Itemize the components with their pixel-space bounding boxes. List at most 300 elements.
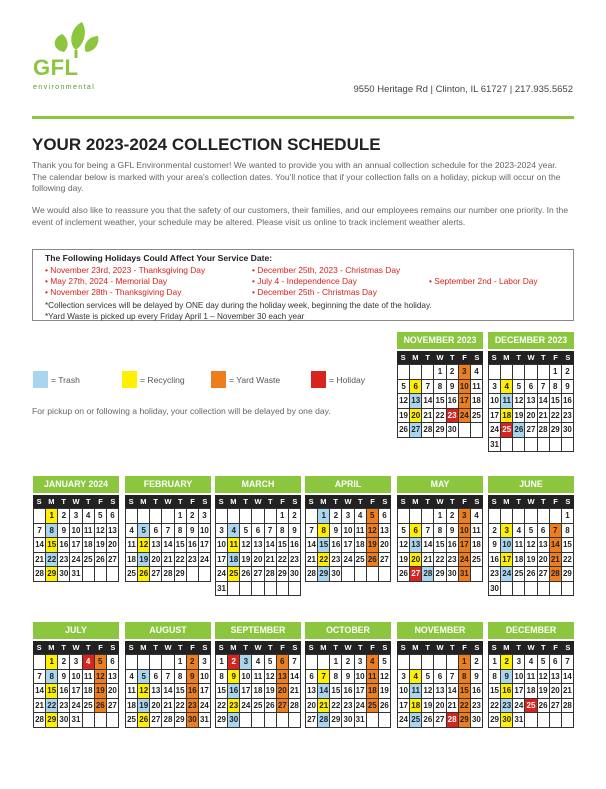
month-calendar (33, 622, 119, 728)
weekday-label: S (400, 497, 406, 506)
weekday-label: T (267, 497, 273, 506)
day-cell: 15 (46, 538, 58, 553)
day-cell: 30 (187, 713, 199, 728)
day-cell: 15 (216, 684, 228, 699)
month-title: AUGUST (125, 622, 211, 639)
day-cell: 1 (277, 509, 289, 524)
day-cell: 23 (330, 553, 342, 568)
day-cell: 7 (289, 655, 301, 670)
recycling-swatch (122, 371, 137, 388)
day-cell: 10 (199, 670, 211, 685)
day-cell: 6 (538, 524, 550, 539)
weekday-header (397, 351, 483, 364)
legend-recycling: = Recycling (122, 371, 185, 388)
weekday-label: S (491, 497, 497, 506)
weekday-label: S (308, 497, 314, 506)
day-grid (397, 364, 483, 438)
day-cell: 12 (513, 394, 525, 409)
day-cell: 15 (459, 684, 471, 699)
day-cell: 9 (330, 524, 342, 539)
holiday-item: • November 28th - Thanksgiving Day (45, 287, 182, 297)
day-cell: 2 (228, 655, 240, 670)
day-cell: 10 (342, 524, 354, 539)
day-cell: 11 (525, 670, 537, 685)
weekday-label: T (267, 643, 273, 652)
day-cell: 30 (330, 567, 342, 582)
day-cell: 16 (330, 538, 342, 553)
day-cell: 26 (265, 699, 277, 714)
day-cell: 25 (228, 567, 240, 582)
trash-swatch (33, 371, 48, 388)
empty-day-cell (434, 655, 446, 670)
day-cell: 13 (434, 684, 446, 699)
empty-day-cell (398, 509, 410, 524)
empty-day-cell (318, 655, 330, 670)
day-cell: 24 (70, 553, 82, 568)
weekday-label: T (516, 497, 521, 506)
day-cell: 18 (126, 699, 138, 714)
day-cell: 4 (525, 655, 537, 670)
month-calendar (397, 332, 483, 438)
weekday-label: T (540, 353, 546, 362)
day-cell: 4 (471, 509, 483, 524)
day-cell: 16 (501, 684, 513, 699)
day-cell: 29 (46, 567, 58, 582)
weekday-label: F (280, 643, 285, 652)
day-cell: 27 (107, 699, 119, 714)
day-cell: 17 (355, 684, 367, 699)
day-cell: 11 (83, 524, 95, 539)
day-cell: 26 (95, 699, 107, 714)
day-cell: 25 (471, 553, 483, 568)
day-cell: 17 (459, 394, 471, 409)
day-cell: 12 (379, 670, 391, 685)
day-cell: 24 (513, 699, 525, 714)
day-cell: 14 (422, 538, 434, 553)
empty-day-cell (240, 509, 252, 524)
day-cell: 30 (489, 582, 501, 597)
empty-day-cell (513, 509, 525, 524)
month-calendar (305, 622, 391, 728)
day-cell: 18 (471, 538, 483, 553)
day-cell: 7 (34, 524, 46, 539)
day-cell: 3 (70, 655, 82, 670)
weekday-label: W (344, 497, 352, 506)
day-cell: 13 (107, 524, 119, 539)
month-title: JANUARY 2024 (33, 476, 119, 493)
empty-day-cell (228, 582, 240, 597)
day-cell: 25 (367, 699, 379, 714)
weekday-label: T (516, 353, 521, 362)
day-grid (33, 654, 119, 728)
day-cell: 25 (83, 699, 95, 714)
weekday-label: W (72, 497, 80, 506)
day-cell: 16 (228, 684, 240, 699)
day-cell: 1 (175, 509, 187, 524)
day-cell: 29 (46, 713, 58, 728)
empty-day-cell (367, 567, 379, 582)
day-cell: 3 (342, 509, 354, 524)
day-cell: 21 (447, 699, 459, 714)
empty-day-cell (501, 582, 513, 597)
day-cell: 30 (342, 713, 354, 728)
weekday-label: S (400, 643, 406, 652)
empty-day-cell (525, 713, 537, 728)
day-cell: 11 (513, 538, 525, 553)
day-cell: 28 (34, 567, 46, 582)
day-cell: 1 (46, 509, 58, 524)
day-cell: 29 (434, 567, 446, 582)
empty-day-cell (489, 509, 501, 524)
day-cell: 5 (367, 509, 379, 524)
day-cell: 20 (277, 684, 289, 699)
day-cell: 4 (83, 509, 95, 524)
day-cell: 3 (459, 365, 471, 380)
day-cell: 14 (289, 670, 301, 685)
weekday-label: W (527, 353, 535, 362)
day-cell: 19 (398, 409, 410, 424)
day-grid (215, 654, 301, 728)
day-cell: 21 (562, 684, 574, 699)
day-grid (33, 508, 119, 582)
empty-day-cell (83, 567, 95, 582)
empty-day-cell (562, 713, 574, 728)
empty-day-cell (367, 713, 379, 728)
day-cell: 29 (489, 713, 501, 728)
day-cell: 17 (501, 553, 513, 568)
empty-day-cell (277, 582, 289, 597)
empty-day-cell (538, 438, 550, 453)
day-cell: 15 (175, 538, 187, 553)
day-cell: 27 (525, 423, 537, 438)
day-cell: 30 (58, 567, 70, 582)
day-cell: 22 (434, 553, 446, 568)
weekday-header (305, 495, 391, 508)
legend-trash: = Trash (33, 371, 80, 388)
empty-day-cell (447, 655, 459, 670)
day-cell: 17 (70, 538, 82, 553)
day-cell: 26 (95, 553, 107, 568)
day-cell: 9 (447, 380, 459, 395)
day-cell: 24 (199, 553, 211, 568)
day-cell: 21 (422, 409, 434, 424)
day-cell: 8 (330, 670, 342, 685)
day-cell: 8 (434, 380, 446, 395)
weekday-label: M (412, 353, 419, 362)
day-cell: 30 (562, 423, 574, 438)
weekday-label: S (565, 643, 571, 652)
day-cell: 29 (550, 423, 562, 438)
day-cell: 19 (138, 553, 150, 568)
empty-day-cell (95, 713, 107, 728)
weekday-label: F (190, 643, 195, 652)
empty-day-cell (83, 713, 95, 728)
month-title: JULY (33, 622, 119, 639)
day-cell: 28 (162, 567, 174, 582)
weekday-label: T (61, 643, 66, 652)
day-cell: 12 (240, 538, 252, 553)
day-cell: 12 (138, 684, 150, 699)
holiday-notice-box (32, 249, 574, 321)
day-cell: 21 (318, 699, 330, 714)
weekday-label: F (462, 643, 467, 652)
day-cell: 17 (398, 699, 410, 714)
day-cell: 1 (434, 509, 446, 524)
day-cell: 10 (459, 524, 471, 539)
day-cell: 12 (538, 670, 550, 685)
weekday-label: T (85, 497, 91, 506)
day-cell: 24 (199, 699, 211, 714)
empty-day-cell (525, 365, 537, 380)
empty-day-cell (410, 365, 422, 380)
day-cell: 7 (162, 524, 174, 539)
holiday-heading: The Following Holidays Could Affect Your Service Date: (45, 253, 273, 263)
day-cell: 18 (252, 684, 264, 699)
day-cell: 29 (216, 713, 228, 728)
day-cell: 30 (447, 567, 459, 582)
day-cell: 26 (422, 713, 434, 728)
day-cell: 15 (434, 394, 446, 409)
day-cell: 25 (126, 567, 138, 582)
holiday-item: • December 25th, 2023 - Christmas Day (252, 265, 401, 275)
day-cell: 16 (447, 394, 459, 409)
month-title: SEPTEMBER (215, 622, 301, 639)
day-cell: 14 (447, 684, 459, 699)
day-cell: 29 (318, 567, 330, 582)
day-cell: 31 (70, 713, 82, 728)
weekday-label: W (164, 643, 172, 652)
day-cell: 4 (513, 524, 525, 539)
day-cell: 26 (379, 699, 391, 714)
day-cell: 11 (126, 538, 138, 553)
day-cell: 22 (46, 553, 58, 568)
day-cell: 17 (240, 684, 252, 699)
month-calendar (397, 622, 483, 728)
day-cell: 8 (562, 524, 574, 539)
weekday-label: M (140, 643, 147, 652)
empty-day-cell (525, 582, 537, 597)
day-cell: 5 (513, 380, 525, 395)
yard-waste-swatch (211, 371, 226, 388)
day-cell: 26 (138, 713, 150, 728)
month-calendar (215, 622, 301, 728)
month-title: NOVEMBER (397, 622, 483, 639)
day-cell: 2 (471, 655, 483, 670)
day-cell: 15 (46, 684, 58, 699)
day-cell: 21 (162, 553, 174, 568)
day-cell: 8 (318, 524, 330, 539)
day-cell: 20 (150, 699, 162, 714)
day-cell: 10 (70, 670, 82, 685)
day-cell: 8 (277, 524, 289, 539)
day-cell: 19 (398, 553, 410, 568)
day-cell: 9 (489, 538, 501, 553)
month-calendar (488, 332, 574, 452)
day-cell: 11 (410, 684, 422, 699)
day-cell: 20 (379, 538, 391, 553)
day-cell: 7 (265, 524, 277, 539)
day-cell: 24 (489, 423, 501, 438)
day-cell: 20 (410, 409, 422, 424)
weekday-label: T (516, 643, 521, 652)
day-cell: 5 (422, 670, 434, 685)
day-cell: 17 (489, 409, 501, 424)
day-cell: 5 (95, 655, 107, 670)
day-cell: 11 (355, 524, 367, 539)
holiday-swatch (311, 371, 326, 388)
empty-day-cell (240, 582, 252, 597)
day-cell: 15 (277, 538, 289, 553)
day-cell: 23 (489, 567, 501, 582)
weekday-label: S (474, 643, 480, 652)
weekday-label: S (36, 643, 42, 652)
day-grid (215, 508, 301, 596)
weekday-header (305, 641, 391, 654)
day-cell: 28 (34, 713, 46, 728)
empty-day-cell (538, 509, 550, 524)
day-cell: 30 (58, 713, 70, 728)
day-cell: 3 (199, 509, 211, 524)
day-cell: 30 (228, 713, 240, 728)
weekday-label: S (565, 353, 571, 362)
day-cell: 30 (289, 567, 301, 582)
logo-wordmark: GFL (33, 55, 79, 80)
day-cell: 10 (398, 684, 410, 699)
day-cell: 17 (199, 538, 211, 553)
day-cell: 10 (513, 670, 525, 685)
day-cell: 9 (187, 524, 199, 539)
day-cell: 19 (513, 409, 525, 424)
day-cell: 3 (513, 655, 525, 670)
day-cell: 11 (228, 538, 240, 553)
day-cell: 8 (175, 670, 187, 685)
day-cell: 8 (489, 670, 501, 685)
day-cell: 24 (459, 553, 471, 568)
empty-day-cell (562, 582, 574, 597)
day-cell: 23 (471, 699, 483, 714)
day-cell: 3 (70, 509, 82, 524)
empty-day-cell (150, 509, 162, 524)
month-calendar (397, 476, 483, 582)
weekday-label: S (110, 497, 116, 506)
day-cell: 15 (434, 538, 446, 553)
day-cell: 28 (550, 567, 562, 582)
day-cell: 31 (355, 713, 367, 728)
day-cell: 14 (318, 684, 330, 699)
day-cell: 5 (138, 524, 150, 539)
weekday-label: T (243, 643, 248, 652)
day-cell: 10 (199, 524, 211, 539)
day-cell: 8 (46, 524, 58, 539)
pickup-note: For pickup on or following a holiday, your collection will be delayed by one day. (32, 406, 331, 416)
weekday-label: S (128, 643, 134, 652)
day-cell: 26 (525, 567, 537, 582)
empty-day-cell (538, 365, 550, 380)
legend-holiday: = Holiday (311, 371, 365, 388)
day-cell: 18 (410, 699, 422, 714)
empty-day-cell (126, 509, 138, 524)
day-cell: 22 (550, 409, 562, 424)
day-cell: 12 (367, 524, 379, 539)
day-cell: 12 (138, 538, 150, 553)
day-cell: 17 (199, 684, 211, 699)
day-cell: 18 (83, 538, 95, 553)
day-cell: 9 (289, 524, 301, 539)
empty-day-cell (34, 509, 46, 524)
day-cell: 21 (289, 684, 301, 699)
day-cell: 2 (489, 524, 501, 539)
weekday-label: M (503, 497, 510, 506)
day-cell: 20 (538, 553, 550, 568)
day-cell: 19 (525, 553, 537, 568)
day-cell: 30 (501, 713, 513, 728)
day-cell: 13 (107, 670, 119, 685)
month-calendar (305, 476, 391, 582)
day-cell: 4 (126, 670, 138, 685)
day-cell: 25 (126, 713, 138, 728)
empty-day-cell (252, 509, 264, 524)
empty-day-cell (150, 655, 162, 670)
weekday-label: F (553, 497, 558, 506)
empty-day-cell (355, 567, 367, 582)
day-cell: 20 (550, 684, 562, 699)
day-cell: 25 (525, 699, 537, 714)
empty-day-cell (501, 438, 513, 453)
weekday-header (33, 641, 119, 654)
day-cell: 22 (318, 553, 330, 568)
weekday-label: T (61, 497, 66, 506)
day-cell: 19 (265, 684, 277, 699)
day-cell: 18 (228, 553, 240, 568)
day-cell: 29 (175, 713, 187, 728)
holiday-delay-note: *Collection services will be delayed by ONE day during the holiday week, beginning the date of the holiday. (45, 301, 432, 310)
day-cell: 16 (187, 684, 199, 699)
day-cell: 6 (107, 655, 119, 670)
day-cell: 3 (501, 524, 513, 539)
weekday-label: T (357, 643, 363, 652)
empty-day-cell (471, 423, 483, 438)
day-cell: 25 (410, 713, 422, 728)
day-cell: 7 (162, 670, 174, 685)
weekday-label: M (412, 643, 419, 652)
weekday-label: F (462, 353, 467, 362)
weekday-header (488, 495, 574, 508)
day-grid (305, 508, 391, 582)
weekday-header (488, 641, 574, 654)
day-cell: 10 (459, 380, 471, 395)
weekday-label: W (436, 353, 444, 362)
empty-day-cell (265, 509, 277, 524)
day-cell: 1 (46, 655, 58, 670)
day-cell: 23 (342, 699, 354, 714)
day-cell: 14 (265, 538, 277, 553)
weekday-label: S (474, 497, 480, 506)
day-cell: 27 (150, 713, 162, 728)
day-cell: 27 (277, 699, 289, 714)
day-cell: 14 (538, 394, 550, 409)
day-cell: 29 (330, 713, 342, 728)
day-cell: 15 (330, 684, 342, 699)
weekday-label: T (177, 643, 183, 652)
day-cell: 22 (46, 699, 58, 714)
day-cell: 2 (447, 509, 459, 524)
day-cell: 4 (410, 670, 422, 685)
day-cell: 1 (318, 509, 330, 524)
weekday-label: T (540, 497, 546, 506)
day-cell: 11 (471, 380, 483, 395)
weekday-label: S (474, 353, 480, 362)
day-cell: 24 (398, 713, 410, 728)
